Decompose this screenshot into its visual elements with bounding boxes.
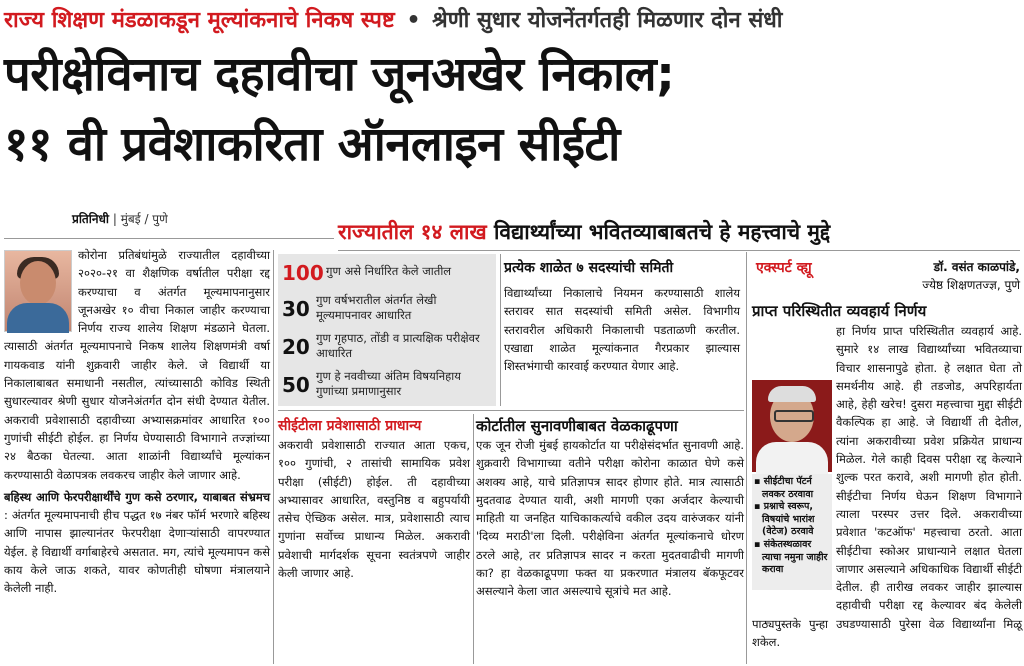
- byline: प्रतिनिधी | मुंबई / पुणे: [72, 212, 168, 226]
- subhead-dark: विद्यार्थ्यांच्या भवितव्याबाबतचे हे महत्त्वाचे मुद्दे: [493, 220, 831, 244]
- stat-number: 100: [282, 261, 324, 285]
- committee-body: विद्यार्थ्यांच्या निकालाचे नियमन करण्यासाठी शालेय स्तरावर सात सदस्यांची समिती असेल. विभागीय स्तरावरील अधिकारी निकालाची पडताळणी करतील. एखाद्या शाळेत मूल्यांकनात गैरप्रकार झाल्यास शिस्तभंगाची कारवाई करण्यात येणार आहे.: [504, 286, 740, 374]
- col1-para2: [4, 488, 270, 598]
- stat-text: गुण असे निर्धारित केले जातील: [326, 264, 452, 278]
- rule-col1: [273, 250, 274, 664]
- stat-text: गुण वर्षभरातील अंतर्गत लेखी मूल्यमापनावर आधारित: [316, 293, 437, 322]
- column-1: [4, 246, 270, 664]
- court-body: एक जून रोजी मुंबई हायकोर्टात या परीक्षेसंदर्भात सुनावणी आहे. शुक्रवारी विभागाच्या वतीने परीक्षा कोरोना काळात घेणे कसे अशक्य आहे, याचे प्रतिज्ञापत्र सादर होणार होते. मात्र त्यासाठी मुदतवाढ देण्यात यावी, अशी मागणी एका अर्जदार केल्याची माहिती या जनहित याचिकाकर्त्याचे वकील उदय वारुंजकर यांनी 'दिव्य मराठी'ला दिली. परीक्षेविना अंतर्गत मूल्यांकनाचे धोरण ठरले आहे, तर प्रतिज्ञापत्र सादर न करता मुदतवाढीची मागणी का? हा वेळकाढूपणा फक्त या प्रकरणात मंत्रालय बॅकफूटवर असल्याने केला जात असल्याचे सूत्रांचे मत आहे.: [476, 438, 744, 599]
- kicker-dark: श्रेणी सुधार योजनेंतर्गतही मिळणार दोन संधी: [432, 8, 783, 33]
- col1-para2-head: बहिस्थ आणि फेरपरीक्षार्थींचे गुण कसे ठरणार, याबाबत संभ्रमच: [4, 489, 270, 504]
- cet-heading: सीईटीला प्रवेशासाठी प्राधान्य: [278, 418, 422, 434]
- subhead-red: राज्यातील १४ लाख: [338, 220, 487, 244]
- rule-col4: [746, 252, 747, 664]
- suggestion-item: ▪ सीईटीचा पॅटर्न लवकर ठरवावा: [752, 476, 832, 501]
- rule-col2b: [473, 414, 474, 664]
- expert-view-tag: एक्स्पर्ट व्ह्यू: [756, 260, 812, 276]
- expert-title: ज्येष्ठ शिक्षणतज्ज्ञ, पुणे: [922, 278, 1020, 292]
- byline-place: मुंबई / पुणे: [120, 212, 168, 226]
- stat-number: 30: [282, 297, 310, 321]
- expert-photo: [752, 380, 832, 472]
- stat-text: गुण हे नववीच्या अंतिम विषयनिहाय गुणांच्या प्रमाणानुसार: [316, 369, 461, 398]
- stat-item: [282, 368, 494, 404]
- stat-text: गुण गृहपाठ, तोंडी व प्रात्यक्षिक परीक्षेवर आधारित: [316, 331, 480, 360]
- expert-name: डॉ. वसंत काळपांडे,: [933, 260, 1020, 274]
- byline-author: प्रतिनिधी: [72, 212, 110, 226]
- kicker-red: राज्य शिक्षण मंडळाकडून मूल्यांकनाचे निकष स्पष्ट: [4, 8, 395, 33]
- kicker-separator: •: [406, 8, 421, 33]
- cet-section: [278, 416, 470, 664]
- rule-stats: [500, 254, 501, 406]
- expert-byline: [852, 258, 1020, 294]
- stat-item: [282, 330, 494, 366]
- kicker-line: [4, 4, 1020, 38]
- suggestion-item: ▪ संकेतस्थळावर त्याचा नमुना जाहीर करावा: [752, 539, 832, 577]
- stat-number: 50: [282, 373, 310, 397]
- stat-number: 20: [282, 335, 310, 359]
- col1-para1: कोरोना प्रतिबंधांमुळे राज्यातील दहावीच्या २०२०-२१ वा शैक्षणिक वर्षातील परीक्षा रद्द करण्याचा व अंतर्गत मूल्यमापनानुसार जूनअखेर १० वीचा निकाल जाहीर करण्याचा निर्णय राज्य शालेय शिक्षण मंडळाने घेतला. त्यासाठी अंतर्गत मूल्यमापनाचे निकष शालेय शिक्षणमंत्री वर्षा गायकवाड यांनी शुक्रवारी जाहीर केले. जे विद्यार्थी या निकालाबाबत समाधानी नसतील, त्यांच्यासाठी कोविड स्थिती सुधारल्यावर श्रेणी सुधार योजनेअंतर्गत दोन संधी देण्यात येतील. अकरावी प्रवेशासाठी दहावीच्या अभ्यासक्रमांवर आधारित १०० गुणांची सीईटी होईल. हा निर्णय घेण्यासाठी विभागाने तज्ज्ञांच्या २४ बैठका घेतल्या. आता शाळांनी विद्यार्थ्यांचे मूल्यांकन करण्यासाठी वेळापत्रक लवकरच जाहीर केले जाणार आहे.: [4, 248, 270, 482]
- committee-section: [504, 258, 740, 408]
- subhead: [338, 212, 1020, 252]
- expert-suggestions-box: [752, 474, 832, 590]
- marks-breakdown-box: [278, 254, 496, 406]
- rule-top-left: [4, 238, 334, 239]
- rule-mid: [278, 410, 744, 411]
- headline-line-1: परीक्षेविनाच दहावीचा जूनअखेर निकाल;: [4, 47, 675, 102]
- stat-item: [282, 256, 494, 292]
- expert-heading: प्राप्त परिस्थितीत व्यवहार्य निर्णय: [752, 302, 927, 320]
- suggestion-item: ▪ प्रश्नाचे स्वरूप, विषयांचे भारांश (वेटेज) ठरवावे: [752, 501, 832, 539]
- expert-body-text: हा निर्णय प्राप्त परिस्थितीत व्यवहार्य आहे. सुमारे १४ लाख विद्यार्थ्यांच्या भवितव्याचा विचार शासनापुढे होता. हे लक्षात घेता तो समर्थनीय आहे. ही तडजोड, अपरिहार्यता आहे, हेही खरेच! दुसरा महत्त्वाचा मुद्दा सीईटी वैकल्पिक हा आहे. जे विद्यार्थी ती देतील, त्यांना अकरावीच्या प्रवेश प्रक्रियेत प्राधान्य मिळेल. गेले काही दिवस परीक्षा रद्द केल्याने शुल्क परत करावे, अशी मागणी होत होती. सीईटीचा निर्णय घेऊन शिक्षण विभागाने त्याला परस्पर उत्तर दिले. अकरावीच्या प्रवेशात 'कटऑफ' महत्त्वाचा ठरतो. आता सीईटीचा स्कोअर प्राधान्याने लक्षात घेतला जाणार असल्याने अधिकाधिक विद्यार्थी सीईटी देतील. ही तारीख लवकर जाहीर झाल्यास दहावीची परीक्षा रद्द केल्यावर बंद केलेली पाठ्यपुस्तके पुन्हा उघडण्यासाठी पुरेसा वेळ विद्यार्थ्यांना मिळू शकेल.: [752, 324, 1022, 650]
- court-heading: कोर्टातील सुनावणीबाबत वेळकाढूपणा: [476, 417, 678, 435]
- minister-photo: [4, 250, 72, 332]
- committee-heading: प्रत्येक शाळेत ७ सदस्यांची समिती: [504, 260, 674, 276]
- court-section: [476, 416, 744, 664]
- stat-item: [282, 292, 494, 328]
- col1-para2-body: : अंतर्गत मूल्यमापनाची हीच पद्धत १७ नंबर फॉर्म भरणारे बहिस्थ आणि नापास झाल्यानंतर फेरपरीक्षा देणाऱ्यांसाठी वापरण्यात येईल. हे विद्यार्थी वर्गाबाहेरचे असतात. मग, त्यांचे मूल्यमापन कसे काय केले जाऊ शकते, यावर कोणतीही घोषणा मंत्रालयाने केलेली नाही.: [4, 508, 270, 596]
- headline-line-2: ११ वी प्रवेशाकरिता ऑनलाइन सीईटी: [4, 117, 620, 172]
- rule-top-right: [338, 250, 1020, 251]
- cet-body: अकरावी प्रवेशासाठी राज्यात आता एकच, १०० गुणांची, २ तासांची सामायिक प्रवेश परीक्षा (सीईटी) होईल. ती दहावीच्या अभ्यासावर आधारित, वस्तुनिष्ठ व बहुपर्यायी तसेच ऐच्छिक असेल. मात्र, प्रवेशासाठी त्याच गुणांना सर्वोच्च प्राधान्य मिळेल. अकरावी प्रवेशाची मार्गदर्शक सूचना स्वतंत्रपणे जाहीर केली जाणार आहे.: [278, 438, 470, 581]
